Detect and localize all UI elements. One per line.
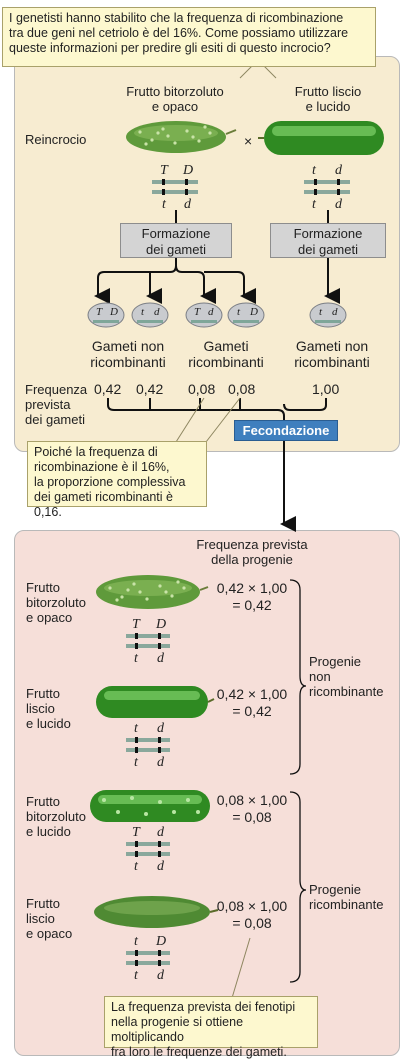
offspring3-label	[26, 794, 86, 839]
offspring3-allele-u1: T	[132, 825, 140, 840]
nonrecombinant-progeny-label	[309, 654, 383, 699]
offspring2-allele-u1: t	[134, 721, 138, 736]
gamete5-allele-2: d	[332, 306, 338, 318]
offspring1-calc-line2: = 0,42	[232, 597, 272, 613]
group3-line1: Gameti non	[295, 338, 369, 354]
parent1-allele-t: t	[162, 197, 166, 212]
gamete2-allele-1: t	[141, 306, 145, 318]
offspring2-label	[26, 686, 71, 731]
nonrec-line1: Progenie	[309, 654, 362, 669]
bottom-note-line2: nella progenie si ottiene moltiplicando	[111, 1015, 244, 1044]
group2-line2: ricombinanti	[188, 354, 264, 370]
parent1-label-line2: e opaco	[151, 99, 199, 114]
group2-line1: Gameti	[203, 338, 249, 354]
times-sign: ×	[244, 133, 253, 149]
offspring-header-line2: della progenie	[211, 552, 293, 567]
gamete4-allele-1: t	[237, 306, 241, 318]
offspring4-label-l1: Frutto	[26, 896, 60, 911]
parent2-allele-t-upper: t	[312, 163, 316, 178]
offspring2-calc-line2: = 0,42	[232, 703, 272, 719]
gamete3-allele-1: T	[194, 306, 201, 318]
gamete3-allele-2: d	[208, 306, 214, 318]
offspring3-label-l2: bitorzoluto	[26, 809, 86, 824]
offspring4-calc-line2: = 0,08	[232, 915, 272, 931]
offspring3-label-l1: Frutto	[26, 794, 60, 809]
offspring3-allele-l1: t	[134, 859, 138, 874]
gamete4-allele-2: D	[250, 306, 258, 318]
nonrec-line2: non	[309, 669, 331, 684]
intro-line-1: I genetisti hanno stabilito che la frequenza di ricombinazione	[9, 11, 344, 25]
parent2-allele-d-upper: d	[335, 163, 342, 178]
recombinant-progeny-label	[309, 882, 383, 912]
offspring3-label-l3: e lucido	[26, 824, 71, 839]
offspring2-label-l3: e lucido	[26, 716, 71, 731]
offspring1-label	[26, 580, 86, 625]
offspring4-calc-line1: 0,08 × 1,00	[216, 898, 288, 914]
offspring4-calc	[210, 898, 294, 932]
offspring3-allele-l2: d	[157, 859, 164, 874]
offspring-header-line1: Frequenza prevista	[196, 537, 308, 552]
offspring3-allele-u2: d	[157, 825, 164, 840]
bottom-note-line3: fra loro le frequenze dei gameti.	[111, 1045, 287, 1059]
offspring4-label	[26, 896, 72, 941]
offspring2-allele-u2: d	[157, 721, 164, 736]
gamete-formation-2-line2: dei gameti	[298, 242, 358, 257]
parent1-allele-d: d	[184, 197, 191, 212]
offspring4-allele-l1: t	[134, 968, 138, 983]
offspring1-allele-l2: d	[157, 651, 164, 666]
offspring2-label-l2: liscio	[26, 701, 55, 716]
freq-value-3: 0,08	[188, 381, 216, 397]
offspring4-allele-u2: D	[156, 934, 167, 949]
gamete-formation-1-line1: Formazione	[141, 226, 211, 241]
offspring1-allele-l1: t	[134, 651, 138, 666]
recombination-note-line4: dei gameti ricombinanti è 0,16.	[34, 490, 173, 519]
freq-value-1: 0,42	[94, 381, 122, 397]
offspring1-label-l1: Frutto	[26, 580, 60, 595]
freq-label-line1: Frequenza	[25, 382, 88, 397]
freq-value-2: 0,42	[136, 381, 164, 397]
group1-line2: ricombinanti	[90, 354, 166, 370]
cross-label: Reincrocio	[25, 132, 87, 147]
recombination-note-line1: Poiché la frequenza di	[34, 445, 158, 459]
offspring1-label-l3: e opaco	[26, 610, 73, 625]
freq-value-4: 0,08	[228, 381, 256, 397]
parent2-label-line2: e lucido	[305, 99, 351, 114]
parent1-allele-T: T	[160, 163, 168, 178]
offspring1-allele-u1: T	[132, 617, 140, 632]
gamete-formation-1-line2: dei gameti	[146, 242, 206, 257]
freq-label-line3: dei gameti	[25, 412, 85, 427]
offspring3-calc	[210, 792, 294, 826]
recombination-note-line3: la proporzione complessiva	[34, 475, 186, 489]
offspring2-allele-l2: d	[157, 755, 164, 770]
gamete1-allele-2: D	[110, 306, 118, 318]
recombination-note-line2: ricombinazione è il 16%,	[34, 460, 170, 474]
offspring1-calc-line1: 0,42 × 1,00	[216, 580, 288, 596]
offspring3-calc-line1: 0,08 × 1,00	[216, 792, 288, 808]
offspring2-label-l1: Frutto	[26, 686, 60, 701]
gamete1-allele-1: T	[96, 306, 103, 318]
offspring2-calc	[210, 686, 294, 720]
gamete5-allele-1: t	[319, 306, 323, 318]
intro-line-2: tra due geni nel cetriolo è del 16%. Come possiamo utilizzare	[9, 26, 349, 40]
bottom-note-line1: La frequenza prevista dei fenotipi	[111, 1000, 296, 1014]
offspring4-label-l2: liscio	[26, 911, 55, 926]
parent1-label-line1: Frutto bitorzoluto	[126, 84, 224, 99]
freq-value-5: 1,00	[312, 381, 340, 397]
rec-line2: ricombinante	[309, 897, 384, 912]
parent1-allele-D: D	[183, 163, 194, 178]
offspring3-calc-line2: = 0,08	[232, 809, 272, 825]
gamete2-allele-2: d	[154, 306, 160, 318]
offspring4-label-l3: e opaco	[26, 926, 73, 941]
offspring4-allele-u1: t	[134, 934, 138, 949]
intro-line-3: queste informazioni per predire gli esiti di questo incrocio?	[9, 41, 331, 55]
offspring2-allele-l1: t	[134, 755, 138, 770]
offspring1-label-l2: bitorzoluto	[26, 595, 86, 610]
offspring4-allele-l2: d	[157, 968, 164, 983]
parent2-allele-t-lower: t	[312, 197, 316, 212]
offspring2-calc-line1: 0,42 × 1,00	[216, 686, 288, 702]
freq-label-line2: prevista	[25, 397, 71, 412]
offspring1-allele-u2: D	[156, 617, 167, 632]
parent2-label-line1: Frutto liscio	[294, 84, 362, 99]
nonrec-line3: ricombinante	[309, 684, 384, 699]
gamete-formation-2-line1: Formazione	[293, 226, 363, 241]
offspring1-calc	[210, 580, 294, 614]
parent2-allele-d-lower: d	[335, 197, 342, 212]
fecondazione-label: Fecondazione	[234, 420, 338, 441]
bottom-note	[104, 996, 318, 1059]
rec-line1: Progenie	[309, 882, 362, 897]
group3-line2: ricombinanti	[294, 354, 370, 370]
group1-line1: Gameti non	[91, 338, 165, 354]
